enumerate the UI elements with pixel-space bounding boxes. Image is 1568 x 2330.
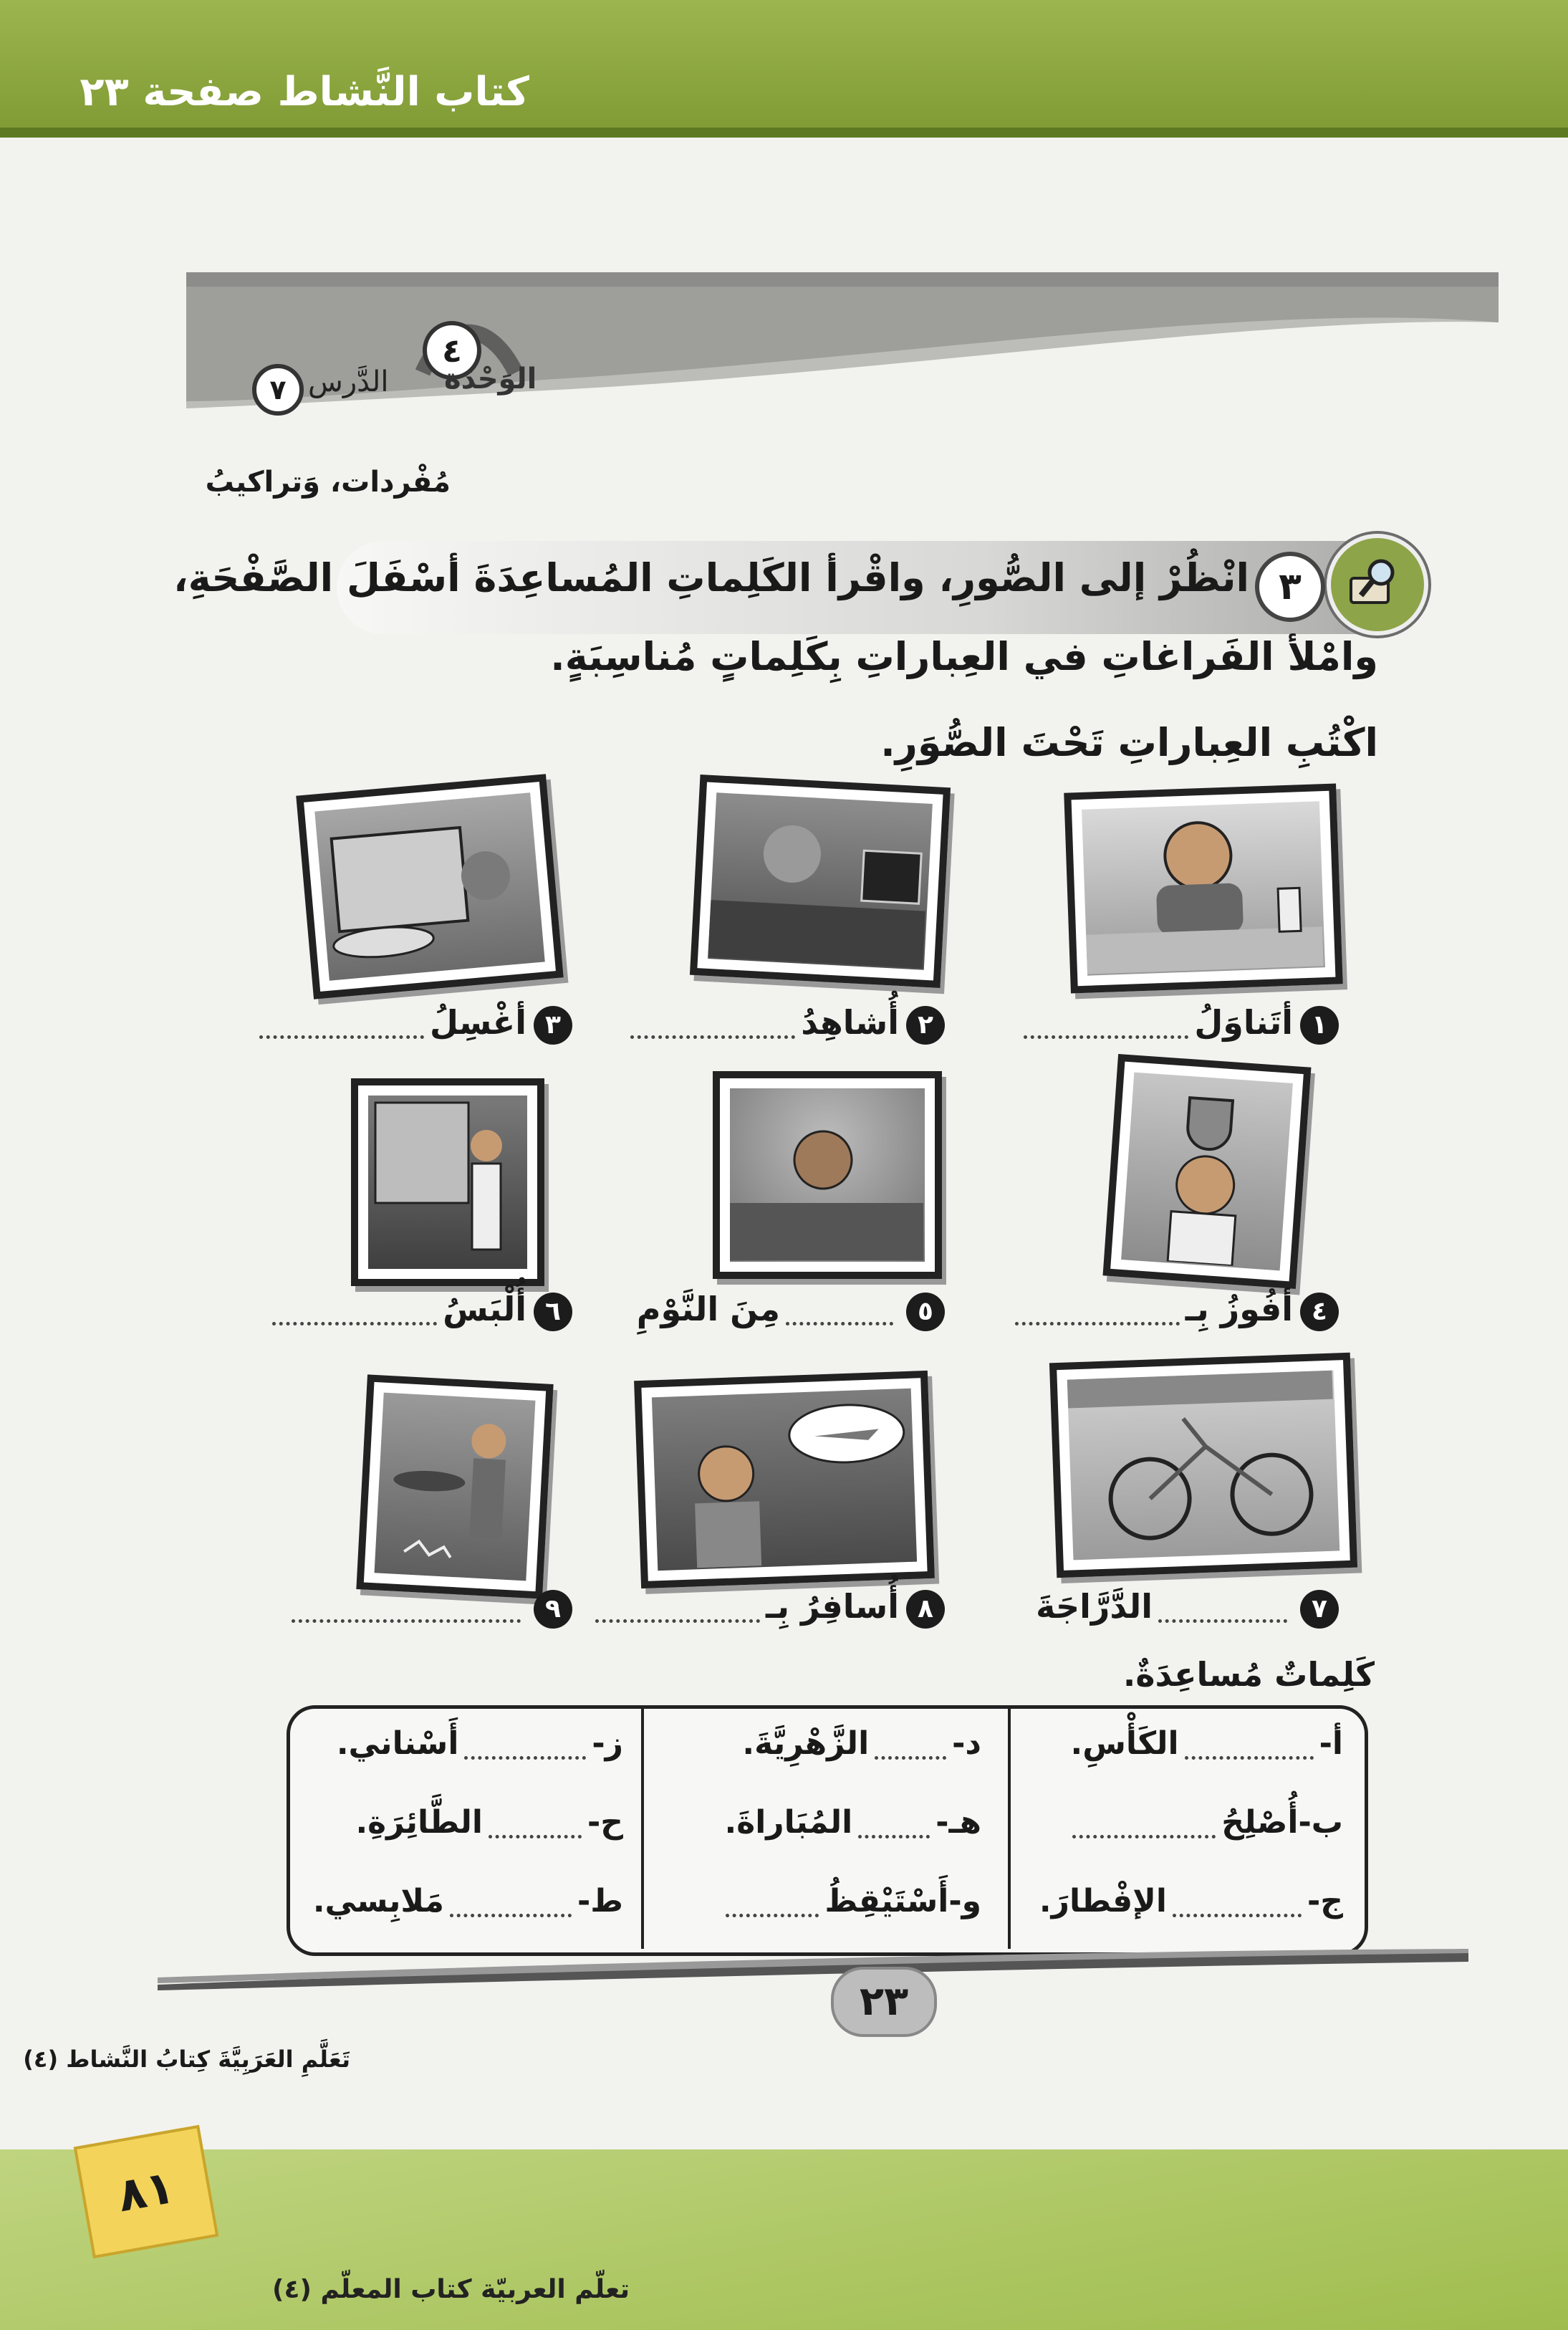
- dotted-line: [450, 1889, 572, 1917]
- word-bank-item: [1071, 1725, 1344, 1762]
- caption-number: ٤: [1300, 1293, 1339, 1331]
- answer-blank[interactable]: [1024, 1011, 1188, 1039]
- picture-breakfast: [1064, 783, 1343, 993]
- caption-4: [1009, 1290, 1339, 1340]
- item-letter: ز-: [592, 1725, 623, 1762]
- caption-9: [286, 1587, 572, 1637]
- caption-number: ٧: [1300, 1590, 1339, 1629]
- caption-number: ٦: [534, 1293, 572, 1331]
- caption-number: ٣: [534, 1006, 572, 1045]
- word-bank-item: [725, 1804, 982, 1841]
- word-bank-column-2: [645, 1705, 1003, 1949]
- item-letter: و-: [948, 1883, 981, 1919]
- instruction-line-2: وامْلأ الفَراغاتِ في العِباراتِ بِكَلِماتٍ مُناسِبَةٍ.: [550, 634, 1378, 679]
- caption-8: [590, 1587, 945, 1637]
- unit-label: الوَحْدَة: [444, 363, 537, 395]
- item-letter: أ-: [1319, 1725, 1343, 1762]
- dotted-line: [875, 1732, 946, 1760]
- instruction-line-1: انْظُرْ إلى الصُّورِ، واقْرأ الكَلِماتِ المُساعِدَةَ أسْفَلَ الصَّفْحَةِ،: [173, 555, 1249, 600]
- answer-blank[interactable]: [630, 1011, 795, 1039]
- lesson-number-badge: ٧: [252, 364, 304, 416]
- picture-washing: [296, 774, 564, 999]
- answer-blank[interactable]: [272, 1298, 437, 1325]
- word-bank-item: [355, 1804, 623, 1841]
- answer-blank[interactable]: [595, 1595, 760, 1623]
- magnifier-icon: [1327, 534, 1428, 636]
- item-word: أَسْناني.: [336, 1725, 459, 1762]
- dotted-line: [489, 1811, 582, 1838]
- dotted-line: [464, 1732, 586, 1760]
- unit-number-badge: ٤: [423, 321, 481, 380]
- activity-page-title: كتاب النَّشاط صفحة ٢٣: [80, 69, 529, 115]
- caption-text: مِنَ النَّوْمِ: [636, 1290, 780, 1328]
- dotted-line: [1072, 1811, 1216, 1838]
- word-bank-column-3: [287, 1705, 645, 1949]
- section-label: مُفْردات، وَتراكيبُ: [205, 466, 451, 499]
- item-letter: د-: [952, 1725, 981, 1762]
- word-bank-column-1: [1006, 1705, 1365, 1949]
- caption-number: ١: [1300, 1006, 1339, 1045]
- word-bank-item: [313, 1883, 623, 1919]
- outer-page-number: ٨١: [74, 2125, 219, 2259]
- caption-text: أُشاهِدُ: [801, 1003, 899, 1042]
- word-bank-item: [337, 1725, 623, 1762]
- caption-1: [1018, 1003, 1339, 1053]
- picture-airplane: [634, 1371, 935, 1588]
- answer-blank[interactable]: [786, 1298, 893, 1325]
- picture-bicycle: [1049, 1353, 1357, 1578]
- caption-number: ٨: [906, 1590, 945, 1629]
- caption-3: [254, 1003, 572, 1053]
- exercise-number: ٣: [1255, 552, 1325, 622]
- item-word: الطَّائِرَةِ.: [355, 1804, 484, 1841]
- word-bank-item: [720, 1883, 981, 1919]
- picture-dressing: [351, 1078, 544, 1286]
- caption-2: [625, 1003, 945, 1053]
- picture-waking-up: [713, 1071, 942, 1279]
- item-word: الزَّهْرِيَّةَ.: [742, 1725, 870, 1762]
- item-word: الكَأْسِ.: [1070, 1725, 1179, 1762]
- caption-7: [1036, 1587, 1339, 1637]
- answer-blank[interactable]: [259, 1011, 424, 1039]
- item-letter: هـ-: [935, 1804, 981, 1841]
- caption-text: أغْسِلُ: [429, 1003, 526, 1042]
- item-letter: ب-: [1298, 1804, 1343, 1841]
- answer-blank[interactable]: [292, 1595, 521, 1623]
- caption-number: ٩: [534, 1590, 572, 1629]
- top-header: [0, 69, 1568, 133]
- dotted-line: [1173, 1889, 1302, 1917]
- caption-text: الدَّرَّاجَةَ: [1036, 1587, 1153, 1626]
- book-title: تَعَلَّمِ العَرَبِيَّةَ كِتابُ النَّشاط (٤): [23, 2046, 350, 2073]
- dotted-line: [1185, 1732, 1314, 1760]
- caption-6: [266, 1290, 572, 1340]
- page-number: ٢٣: [831, 1967, 937, 2037]
- caption-number: ٥: [906, 1293, 945, 1331]
- item-letter: ح-: [587, 1804, 623, 1841]
- item-letter: ج-: [1307, 1883, 1343, 1919]
- item-word: أَسْتَيْقِظُ: [824, 1883, 949, 1919]
- picture-television: [690, 775, 951, 988]
- lesson-label: الدَّرس: [308, 365, 389, 398]
- word-bank-item: [742, 1725, 981, 1762]
- bottom-band: [0, 2149, 1568, 2330]
- item-word: الإفْطارَ.: [1039, 1883, 1168, 1919]
- caption-text: أُسافِرُ بِـ: [765, 1587, 899, 1626]
- item-word: المُبَاراةَ.: [724, 1804, 853, 1841]
- word-bank-title: كَلِماتٌ مُساعِدَةٌ.: [1122, 1655, 1375, 1694]
- item-word: مَلابِسي.: [312, 1883, 445, 1919]
- picture-broken-vase: [356, 1374, 553, 1598]
- caption-5: [637, 1290, 945, 1340]
- instruction-line-3: اكْتُبِ العِباراتِ تَحْتَ الصُّوَرِ.: [880, 720, 1378, 765]
- caption-text: أُلْبَسُ: [443, 1290, 526, 1328]
- caption-text: أفُوزُ بِـ: [1185, 1290, 1293, 1328]
- dotted-line: [858, 1811, 930, 1838]
- word-bank-item: [1067, 1804, 1343, 1841]
- caption-number: ٢: [906, 1006, 945, 1045]
- teacher-book-title: تعلّم العربيّة كتاب المعلّم (٤): [272, 2275, 630, 2304]
- answer-blank[interactable]: [1015, 1298, 1180, 1325]
- item-letter: ط-: [577, 1883, 623, 1919]
- caption-text: أتَناوَلُ: [1194, 1003, 1293, 1042]
- picture-trophy: [1103, 1054, 1312, 1289]
- dotted-line: [726, 1889, 819, 1917]
- word-bank-item: [1039, 1883, 1343, 1919]
- answer-blank[interactable]: [1158, 1595, 1287, 1623]
- item-word: أُصْلِحُ: [1221, 1804, 1299, 1841]
- footer-swoosh: [158, 1949, 1468, 1992]
